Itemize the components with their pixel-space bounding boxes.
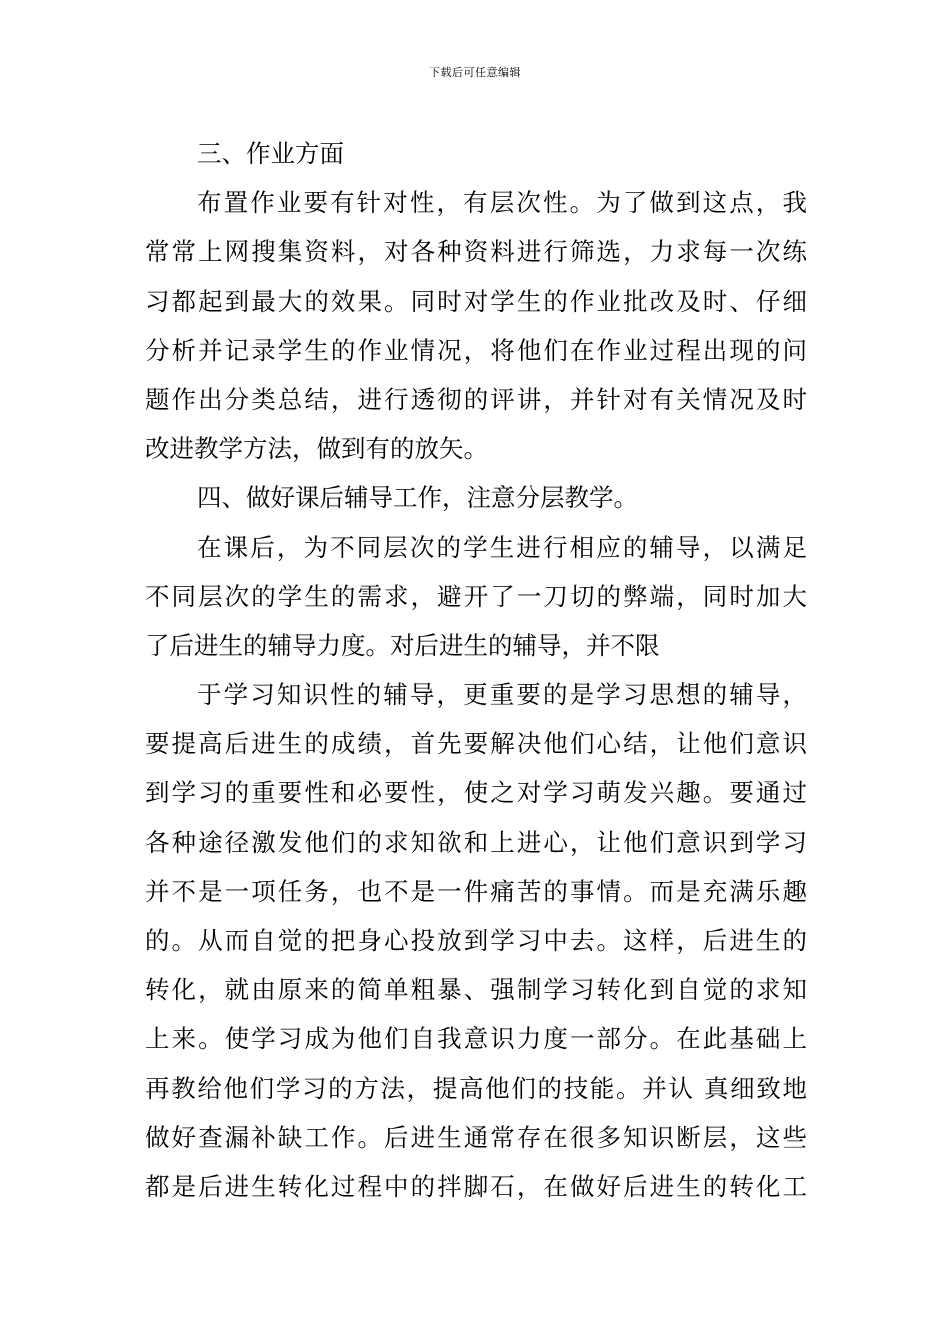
- section-heading-tutoring: 四、做好课后辅导工作，注意分层教学。: [197, 483, 638, 513]
- paragraph-line: 转化，就由原来的简单粗暴、强制学习转化到自觉的求知: [145, 975, 807, 1005]
- paragraph-line: 都是后进生转化过程中的拌脚石，在做好后进生的转化工: [145, 1171, 807, 1201]
- paragraph-line: 要提高后进生的成绩，首先要解决他们心结，让他们意识: [145, 729, 807, 759]
- paragraph-line: 布置作业要有针对性，有层次性。为了做到这点，我: [197, 188, 807, 218]
- paragraph-line: 题作出分类总结，进行透彻的评讲，并针对有关情况及时: [145, 384, 807, 414]
- paragraph-line: 做好查漏补缺工作。后进生通常存在很多知识断层，这些: [145, 1122, 807, 1152]
- paragraph-line: 常常上网搜集资料，对各种资料进行筛选，力求每一次练: [145, 237, 807, 267]
- section-heading-homework: 三、作业方面: [197, 139, 344, 168]
- paragraph-line: 的。从而自觉的把身心投放到学习中去。这样，后进生的: [145, 926, 807, 955]
- paragraph-line: 上来。使学习成为他们自我意识力度一部分。在此基础上: [145, 1024, 807, 1054]
- page-header-note: 下载后可任意编辑: [429, 66, 521, 79]
- paragraph-line: 改进教学方法，做到有的放矢。: [145, 434, 488, 464]
- paragraph-line: 不同层次的学生的需求，避开了一刀切的弊端，同时加大: [145, 581, 807, 611]
- paragraph-line: 于学习知识性的辅导，更重要的是学习思想的辅导，: [197, 680, 807, 710]
- paragraph-line: 并不是一项任务，也不是一件痛苦的事情。而是充满乐趣: [145, 876, 807, 906]
- paragraph-line: 了后进生的辅导力度。对后进生的辅导，并不限: [145, 630, 660, 660]
- paragraph-line: 再教给他们学习的方法，提高他们的技能。并认 真细致地: [145, 1073, 807, 1103]
- document-body: [145, 129, 807, 1211]
- paragraph-line: 习都起到最大的效果。同时对学生的作业批改及时、仔细: [145, 286, 807, 316]
- paragraph-line: 到学习的重要性和必要性，使之对学习萌发兴趣。要通过: [145, 778, 807, 808]
- paragraph-line: 各种途径激发他们的求知欲和上进心，让他们意识到学习: [145, 827, 807, 857]
- paragraph-line: 在课后，为不同层次的学生进行相应的辅导，以满足: [197, 532, 807, 562]
- paragraph-line: 分析并记录学生的作业情况，将他们在作业过程出现的问: [145, 335, 807, 365]
